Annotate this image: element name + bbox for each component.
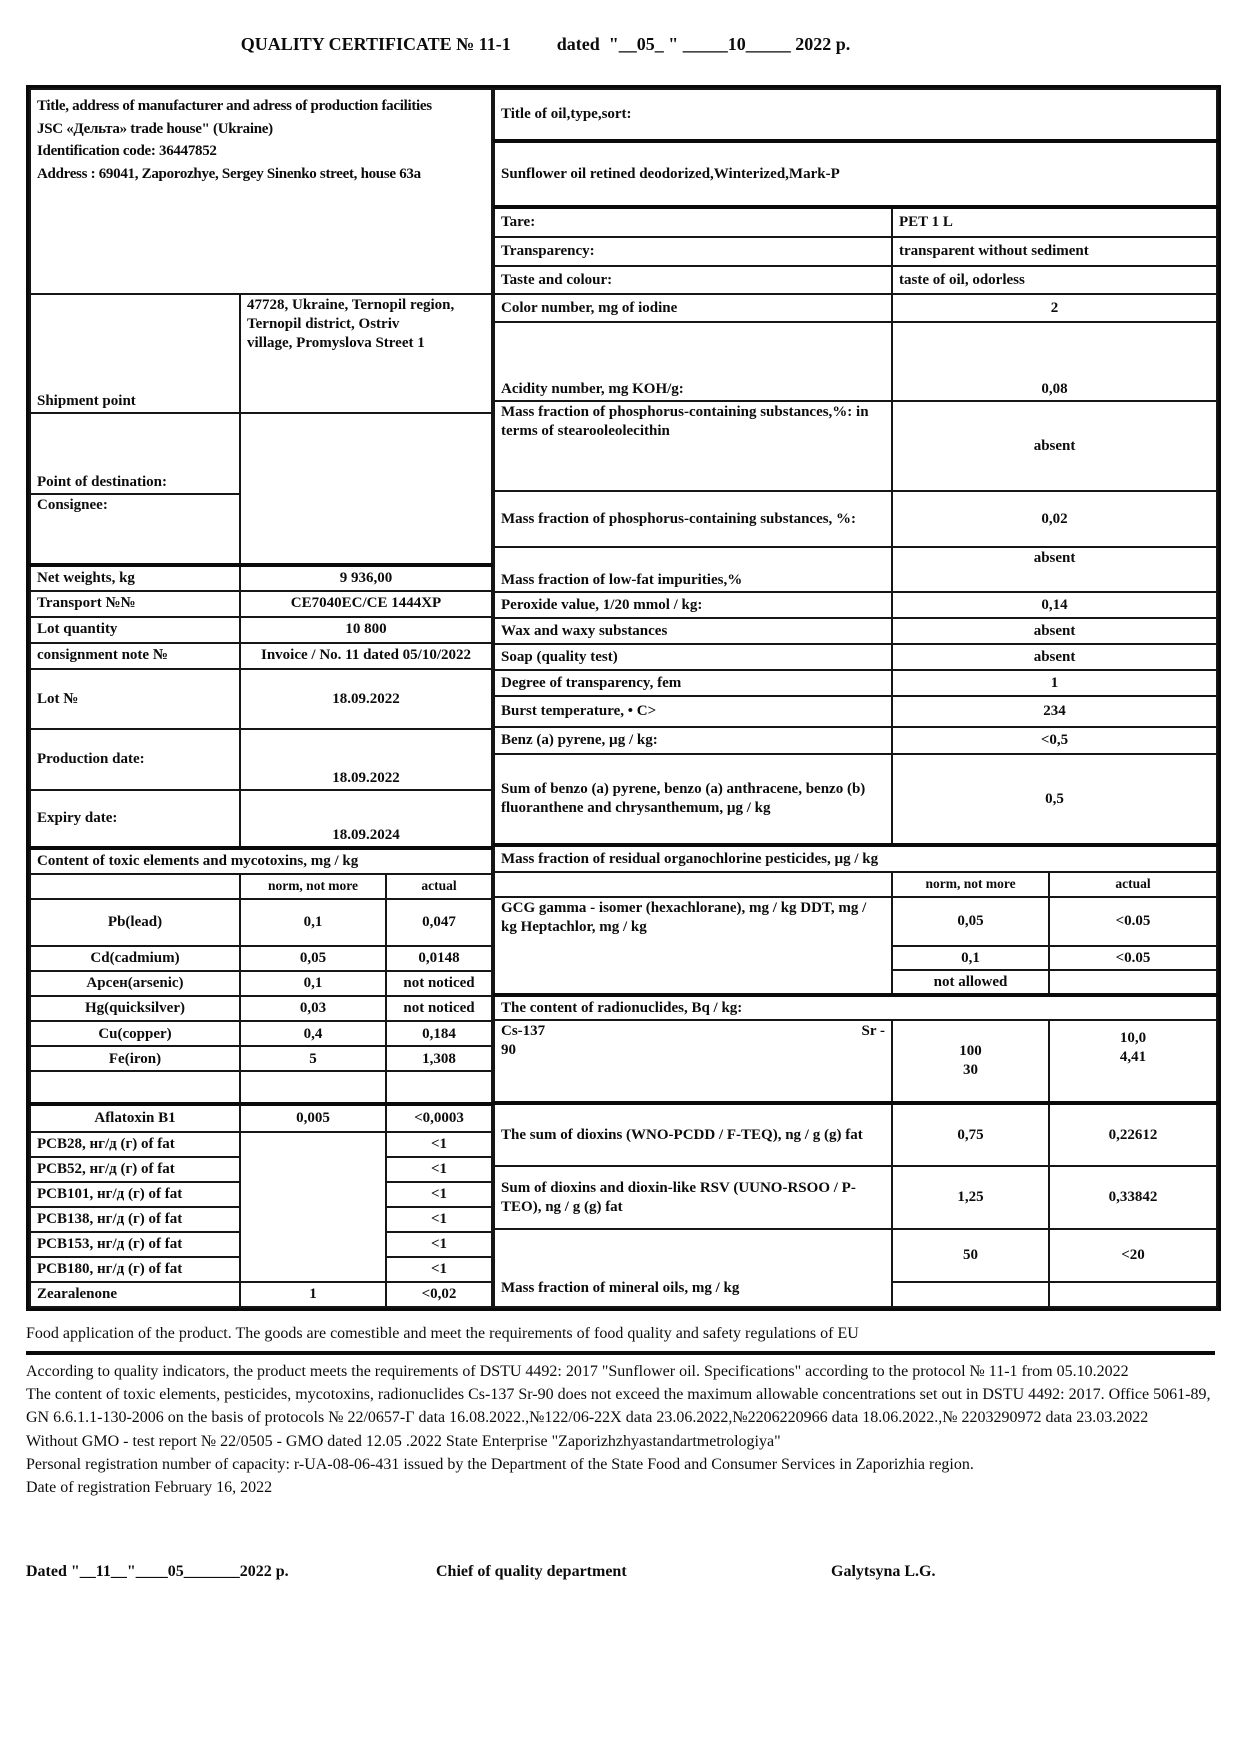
- pcb28-actual: <1: [386, 1132, 492, 1157]
- right-table: [493, 88, 1218, 1308]
- pb-label: Pb(lead): [30, 899, 240, 946]
- paragraph-registration-date: Date of registration February 16, 2022: [26, 1478, 273, 1496]
- sr90-norm: 30: [963, 1062, 979, 1078]
- title-text: QUALITY CERTIFICATE № 11-1: [240, 34, 511, 54]
- hg-actual: not noticed: [386, 996, 492, 1021]
- pcb-norm-empty-cell: [240, 1132, 386, 1282]
- hg-label: Hg(quicksilver): [30, 996, 240, 1021]
- pcb153-actual: <1: [386, 1232, 492, 1257]
- pcb52-actual: <1: [386, 1157, 492, 1182]
- mineral-oils-actual: <20: [1049, 1229, 1217, 1282]
- signature-name: Galytsyna L.G.: [831, 1563, 936, 1580]
- zearalenone-actual: <0,02: [386, 1282, 492, 1307]
- lot-quantity-label: Lot quantity: [30, 617, 240, 643]
- aflatoxin-label: Aflatoxin B1: [30, 1104, 240, 1131]
- pb-actual: 0,047: [386, 899, 492, 946]
- shipment-line3: village, Promyslova Street 1: [247, 334, 425, 351]
- pcb101-label: PCB101, нг/д (г) of fat: [30, 1182, 240, 1207]
- cu-label: Cu(copper): [30, 1021, 240, 1046]
- cd-actual: 0,0148: [386, 946, 492, 971]
- tare-label: Tare:: [494, 207, 892, 237]
- pesticides-header-empty: [494, 872, 892, 897]
- point-of-destination-label: Point of destination:: [30, 413, 240, 494]
- manufacturer-line1: Title, address of manufacturer and adress of production facilities: [37, 98, 432, 114]
- gcg-actual-1: <0.05: [1049, 897, 1217, 946]
- pcb138-label: PCB138, нг/д (г) of fat: [30, 1207, 240, 1232]
- arsenic-label: Арсен(arsenic): [30, 971, 240, 996]
- gcg-norm-3: not allowed: [892, 970, 1049, 995]
- zearalenone-label: Zearalenone: [30, 1282, 240, 1307]
- manufacturer-line4: Address : 69041, Zaporozhye, Sergey Sinenko street, house 63a: [37, 165, 421, 182]
- manufacturer-line3: Identification code: 36447852: [37, 143, 217, 159]
- burst-temperature-label: Burst temperature, • C>: [494, 696, 892, 727]
- transparency-degree-value: 1: [892, 670, 1217, 696]
- sr-label: Sr -: [861, 1023, 886, 1039]
- sr90-actual: 4,41: [1119, 1048, 1147, 1065]
- empty-cell: [386, 1071, 492, 1104]
- pcb52-label: PCB52, нг/д (г) of fat: [30, 1157, 240, 1182]
- tare-value: PET 1 L: [892, 207, 1217, 237]
- oil-title-label: Title of oil,type,sort:: [494, 89, 1217, 141]
- toxic-header-actual: actual: [386, 874, 492, 899]
- fe-actual: 1,308: [386, 1046, 492, 1071]
- toxic-header-norm: norm, not more: [240, 874, 386, 899]
- lot-quantity-value: 10 800: [240, 617, 492, 643]
- wax-value: absent: [892, 618, 1217, 644]
- burst-temperature-value: 234: [892, 696, 1217, 727]
- transport-label: Transport №№: [30, 591, 240, 617]
- paragraph-quality-indicators: According to quality indicators, the product meets the requirements of DSTU 4492: 2017 "Sunflower oil. Specifications" according to the protocol № 11-1 from 05.10.2022: [26, 1363, 1129, 1380]
- left-table: [29, 88, 493, 1308]
- toxic-elements-section-title: Content of toxic elements and mycotoxins, mg / kg: [30, 848, 492, 874]
- pcb28-label: PCB28, нг/д (г) of fat: [30, 1132, 240, 1157]
- production-date-label: Production date:: [30, 729, 240, 790]
- dioxin-like-actual: 0,33842: [1049, 1166, 1217, 1229]
- expiry-date-value: 18.09.2024: [240, 790, 492, 848]
- pcb153-label: PCB153, нг/д (г) of fat: [30, 1232, 240, 1257]
- net-weights-label: Net weights, kg: [30, 565, 240, 591]
- radionuclides-section-title: The content of radionuclides, Bq / kg:: [494, 995, 1217, 1020]
- radionuclides-isotopes-label: [494, 1020, 892, 1103]
- oil-title-value: Sunflower oil retined deodorized,Winterized,Mark-P: [494, 141, 1217, 207]
- benzapyrene-value: <0,5: [892, 727, 1217, 754]
- dioxins-sum-label: The sum of dioxins (WNO-PCDD / F-TEQ), ng / g (g) fat: [494, 1103, 892, 1166]
- pcb138-actual: <1: [386, 1207, 492, 1232]
- taste-colour-label: Taste and colour:: [494, 266, 892, 294]
- aflatoxin-actual: <0,0003: [386, 1104, 492, 1131]
- shipment-line2: Ternopil district, Ostriv: [247, 316, 400, 333]
- low-fat-impurities-label: Mass fraction of low-fat impurities,%: [494, 547, 892, 592]
- cs137-norm: 100: [959, 1043, 982, 1060]
- pcb180-actual: <1: [386, 1257, 492, 1282]
- zearalenone-norm: 1: [240, 1282, 386, 1307]
- lot-number-label: Lot №: [30, 669, 240, 729]
- gcg-gamma-label: GCG gamma - isomer (hexachlorane), mg / kg DDT, mg / kg Heptachlor, mg / kg: [494, 897, 892, 995]
- empty-cell: [240, 1071, 386, 1104]
- cs137-label: Cs-137: [501, 1023, 546, 1039]
- cd-label: Cd(cadmium): [30, 946, 240, 971]
- fe-norm: 5: [240, 1046, 386, 1071]
- arsenic-norm: 0,1: [240, 971, 386, 996]
- color-number-label: Color number, mg of iodine: [494, 294, 892, 322]
- signature-role: Chief of quality department: [436, 1563, 627, 1580]
- acidity-value: 0,08: [892, 322, 1217, 401]
- cs137-actual: 10,0: [1119, 1030, 1147, 1046]
- transport-value: CE7040EC/CE 1444XP: [240, 591, 492, 617]
- benzo-sum-value: 0,5: [892, 754, 1217, 845]
- consignment-note-label: consignment note №: [30, 643, 240, 669]
- shipment-point-value: [240, 294, 492, 412]
- certificate-table: [26, 85, 1221, 1311]
- wax-label: Wax and waxy substances: [494, 618, 892, 644]
- peroxide-label: Peroxide value, 1/20 mmol / kg:: [494, 592, 892, 618]
- dioxin-like-norm: 1,25: [892, 1166, 1049, 1229]
- production-date-value: 18.09.2022: [240, 729, 492, 790]
- arsenic-actual: not noticed: [386, 971, 492, 996]
- radionuclides-norm: [892, 1020, 1049, 1103]
- phosphorus-substances-value: 0,02: [892, 491, 1217, 547]
- phosphorus-stearooleolecithin-value: absent: [892, 401, 1217, 491]
- benzapyrene-label: Benz (a) pyrene, µg / kg:: [494, 727, 892, 754]
- phosphorus-stearooleolecithin-label: Mass fraction of phosphorus-containing substances,%: in terms of stearooleolecithin: [494, 401, 892, 491]
- empty-cell: [30, 1071, 240, 1104]
- empty-cell: [892, 1282, 1049, 1307]
- signature-row: [26, 1563, 1215, 1581]
- pesticides-header-norm: norm, not more: [892, 872, 1049, 897]
- transparency-value: transparent without sediment: [892, 237, 1217, 266]
- pcb101-actual: <1: [386, 1182, 492, 1207]
- dioxin-like-label: Sum of dioxins and dioxin-like RSV (UUNO-RSOO / P-TEO), ng / g (g) fat: [494, 1166, 892, 1229]
- acidity-label: Acidity number, mg KOH/g:: [494, 322, 892, 401]
- dioxins-sum-norm: 0,75: [892, 1103, 1049, 1166]
- lot-number-value: 18.09.2022: [240, 669, 492, 729]
- gcg-actual-2: <0.05: [1049, 946, 1217, 970]
- food-application-line: Food application of the product. The goods are comestible and meet the requirements of food quality and safety regulations of EU: [26, 1325, 859, 1342]
- aflatoxin-norm: 0,005: [240, 1104, 386, 1131]
- pb-norm: 0,1: [240, 899, 386, 946]
- expiry-date-label: Expiry date:: [30, 790, 240, 848]
- radionuclides-actual: [1049, 1020, 1217, 1103]
- transparency-degree-label: Degree of transparency, fem: [494, 670, 892, 696]
- fe-label: Fe(iron): [30, 1046, 240, 1071]
- destination-consignee-value-empty: [240, 413, 492, 565]
- mineral-oils-label: Mass fraction of mineral oils, mg / kg: [494, 1229, 892, 1307]
- title-dated-text: dated "__05_ " _____10_____ 2022 р.: [556, 34, 851, 54]
- pcb180-label: PCB180, нг/д (г) of fat: [30, 1257, 240, 1282]
- soap-value: absent: [892, 644, 1217, 670]
- cu-actual: 0,184: [386, 1021, 492, 1046]
- empty-cell: [1049, 1282, 1217, 1307]
- hg-norm: 0,03: [240, 996, 386, 1021]
- consignment-note-value: Invoice / No. 11 dated 05/10/2022: [240, 643, 492, 669]
- paragraph-toxic-protocols: The content of toxic elements, pesticides, mycotoxins, radionuclides Cs-137 Sr-90 does not exceed the maximum allowable concentrations set out in DSTU 4492: 2017. Office 5061-89, GN 6.6.1.1-130-2006 on the basis of protocols № 22/0657-Г data 16.08.2022.,№122/06-22X data 23.06.2022,№2206220966 data 18.06.2022.,№ 2203290972 data 23.03.2022 Without GMO - test report № 22/0505 - GMO dated 12.05 .2022 State Enterprise "Zaporizhzhyastandartmetrologiya": [26, 1386, 1215, 1450]
- mineral-oils-norm: 50: [892, 1229, 1049, 1282]
- document-title: [0, 34, 1241, 55]
- net-weights-value: 9 936,00: [240, 565, 492, 591]
- paragraph-registration-number: Personal registration number of capacity: r-UA-08-06-431 issued by the Department of the State Food and Consumer Services in Zaporizhia region.: [26, 1455, 974, 1473]
- phosphorus-substances-label: Mass fraction of phosphorus-containing substances, %:: [494, 491, 892, 547]
- consignee-label: Consignee:: [30, 494, 240, 565]
- low-fat-impurities-value: absent: [892, 547, 1217, 592]
- gcg-norm-1: 0,05: [892, 897, 1049, 946]
- signature-dated: Dated "__11__"____05_______2022 р.: [26, 1563, 289, 1580]
- manufacturer-line2: JSC «Дельта» trade house" (Ukraine): [37, 120, 273, 137]
- taste-colour-value: taste of oil, odorless: [892, 266, 1217, 294]
- benzo-sum-label: Sum of benzo (a) pyrene, benzo (a) anthracene, benzo (b) fluoranthene and chrysanthemum, µg / kg: [494, 754, 892, 845]
- sr90-label: 90: [501, 1041, 517, 1058]
- gcg-norm-2: 0,1: [892, 946, 1049, 970]
- peroxide-value: 0,14: [892, 592, 1217, 618]
- footer-paragraphs: [26, 1360, 1215, 1499]
- soap-label: Soap (quality test): [494, 644, 892, 670]
- dioxins-sum-actual: 0,22612: [1049, 1103, 1217, 1166]
- color-number-value: 2: [892, 294, 1217, 322]
- pesticides-section-title: Mass fraction of residual organochlorine pesticides, µg / kg: [494, 845, 1217, 872]
- transparency-label: Transparency:: [494, 237, 892, 266]
- toxic-header-empty: [30, 874, 240, 899]
- cd-norm: 0,05: [240, 946, 386, 971]
- shipment-line1: 47728, Ukraine, Ternopil region,: [247, 297, 455, 314]
- horizontal-rule: [26, 1351, 1215, 1355]
- cu-norm: 0,4: [240, 1021, 386, 1046]
- pesticides-header-actual: actual: [1049, 872, 1217, 897]
- shipment-point-label: Shipment point: [30, 294, 240, 412]
- gcg-actual-3: [1049, 970, 1217, 995]
- manufacturer-cell: [30, 89, 492, 294]
